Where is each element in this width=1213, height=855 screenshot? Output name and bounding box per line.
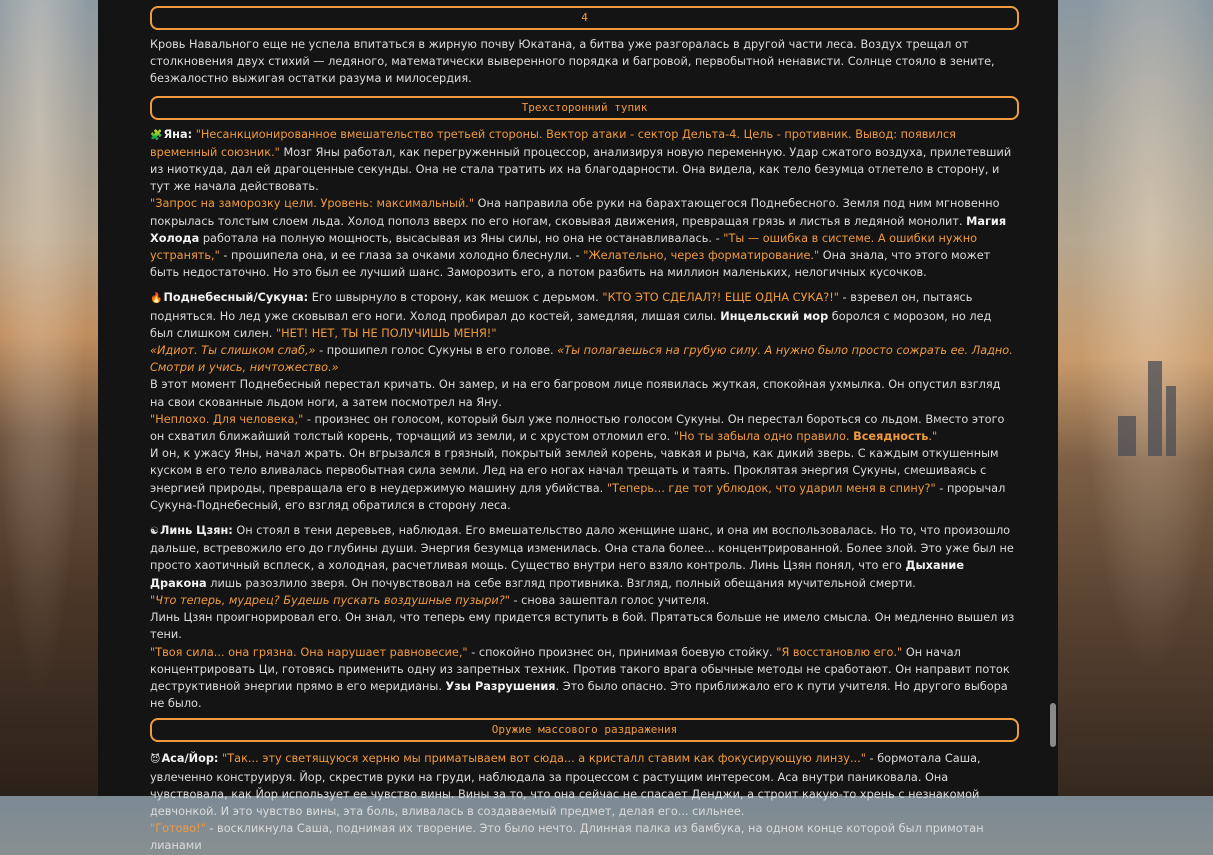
yana-paragraph: 🧩Яна: "Несанкционированное вмешательство третьей стороны. Вектор атаки - сектор Дельта-4. Цель - противник. Вывод: появился временный союзник." Мозг Яны работал, как перегруженный процессор, анализируя новую переменную. Удар сжатого воздуха, прилетевший из ниоткуда, дал ей драгоценные секунды. Она не стала тратить их на благодарности. Она видела, как тело безумца отлетело в сторону, и тут же начала действовать. "Запрос на заморозку цели. Уровень: максимальный." Она направила обе руки на барахтающегося Поднебесного. Земля под ним мгновенно покрылась толстым слоем льда. Холод пополз вверх по его ногам, сковывая движения, превращая грязь и листья в ледяной монолит. Магия Холода работала на полную мощность, высасывая из Яны силы, но она не останавливалась. - "Ты — ошибка в системе. А ошибки нужно устранять," - прошипела она, и ее глаза за очками холодно блеснули. - "Желательно, через форматирование." Она знала, что этого может быть недостаточно. Но это был ее лучший шанс. Заморозить его, а потом разбить на миллион маленьких, нелогичных кусочков. [150,127,1012,280]
story-content [150,0,1018,855]
section-header-weapon: Оружие массового раздражения [150,718,1019,742]
background-right [1058,0,1213,796]
speaker-asa: Аса/Йор: [161,752,219,766]
asa-paragraph: 😈Аса/Йор: "Так... эту светящуюся херню мы приматываем вот сюда... а кристалл ставим как фокусирующую линзу..." - бормотала Саша, увлеченно конструируя. Йор, скрестив руки на груди, наблюдала за процессом с растущим интересом. Аса внутри паниковала. Она чувствовала, как Йор использует ее чувство вины. Вины за то, что она сейчас не спасает Денджи, а строит какую-то хрень с незнакомой девчонкой. И это чувство вины, эта боль, вливалась в создаваемый предмет, делая его... сильнее. "Готово!" - воскликнула Саша, поднимая их творение. Это было нечто. Длинная палка из бамбука, на одном конце которой был примотан лианами [150,752,984,853]
section-header-three-way: Трехсторонний тупик [150,96,1019,120]
section-header-4: 4 [150,6,1019,30]
speaker-podnebesny: Поднебесный/Сукуна: [163,291,309,305]
background-left [0,0,98,796]
devil-icon: 😈 [150,754,161,766]
scrollbar-thumb[interactable] [1050,703,1056,747]
puzzle-icon: 🧩 [150,129,163,141]
intro-paragraph: Кровь Навального еще не успела впитаться в жирную почву Юкатана, а битва уже разгоралась в другой части леса. Воздух трещал от столкновения двух стихий — ледяного, математически выверенного порядка и багровой, первобытной ненависти. Солнце стояло в зените, безжалостно выжигая остатки разума и милосердия. [150,38,995,86]
speaker-lin: Линь Цзян: [159,524,233,538]
fire-icon: 🔥 [150,293,163,305]
story-panel [98,0,1058,853]
lin-paragraph: ☯Линь Цзян: Он стоял в тени деревьев, наблюдая. Его вмешательство дало женщине шанс, и она им воспользовалась. Но то, что произошло дальше, встревожило его до глубины души. Энергия безумца изменилась. Она стала более... концентрированной. Более злой. Это уже был не просто хаотичный всплеск, а холодная, расчетливая мощь. Существо внутри него взяло контроль. Линь Цзян понял, что его Дыхание Дракона лишь разозлило зверя. Он почувствовал на себе взгляд противника. Взгляд, полный обещания мучительной смерти. "Что теперь, мудрец? Будешь пускать воздушные пузыри?" - снова зашептал голос учителя. Линь Цзян проигнорировал его. Он знал, что теперь ему придется вступить в бой. Прятаться больше не имело смысла. Он медленно вышел из тени. "Твоя сила... она грязна. Она нарушает равновесие," - спокойно произнес он, принимая боевую стойку. "Я восстановлю его." Он начал концентрировать Ци, готовясь применить одну из запретных техник. Против такого врага обычные методы не сработают. Он направит поток деструктивной энергии прямо в его меридианы. Узы Разрушения. Это было опасно. Это приближало его к пути учителя. Но другого выбора не было. [150,524,1015,711]
speaker-yana: Яна: [163,127,193,141]
yin-yang-icon: ☯ [150,526,159,538]
podnebesny-paragraph: 🔥Поднебесный/Сукуна: Его швырнуло в сторону, как мешок с дерьмом. "КТО ЭТО СДЕЛАЛ?! ЕЩЕ ОДНА СУКА?!" - взревел он, пытаясь подняться. Но лед уже сковывал его ноги. Холод пробирал до костей, замедляя, лишая силы. Инцельский мор боролся с морозом, но лед был слишком силен. "НЕТ! НЕТ, ТЫ НЕ ПОЛУЧИШЬ МЕНЯ!" «Идиот. Ты слишком слаб,» - прошипел голос Сукуны в его голове. «Ты полагаешься на грубую силу. А нужно было просто сожрать ее. Ладно. Смотри и учись, ничтожество.» В этот момент Поднебесный перестал кричать. Он замер, и на его багровом лице появилась жуткая, спокойная ухмылка. Он опустил взгляд на свои скованные льдом ноги, а затем посмотрел на Яну. "Неплохо. Для человека," - произнес он голосом, который был уже полностью голосом Сукуны. Он перестал бороться со льдом. Вместо этого он схватил ближайший толстый корень, торчащий из земли, и с хрустом отломил его. "Но ты забыла одно правило. Всеядность." И он, к ужасу Яны, начал жрать. Он вгрызался в грязный, покрытый землей корень, чавкая и рыча, как дикий зверь. С каждым откушенным куском в его тело вливалась первобытная сила земли. Лед на его ногах начал трещать и таять. Проклятая энергия Сукуны, смешиваясь с энергией природы, превращала его в неудержимую машину для убийства. "Теперь... где тот ублюдок, что ударил меня в спину?" - прорычал Сукуна-Поднебесный, его взгляд обратился в сторону леса. [150,291,1013,512]
